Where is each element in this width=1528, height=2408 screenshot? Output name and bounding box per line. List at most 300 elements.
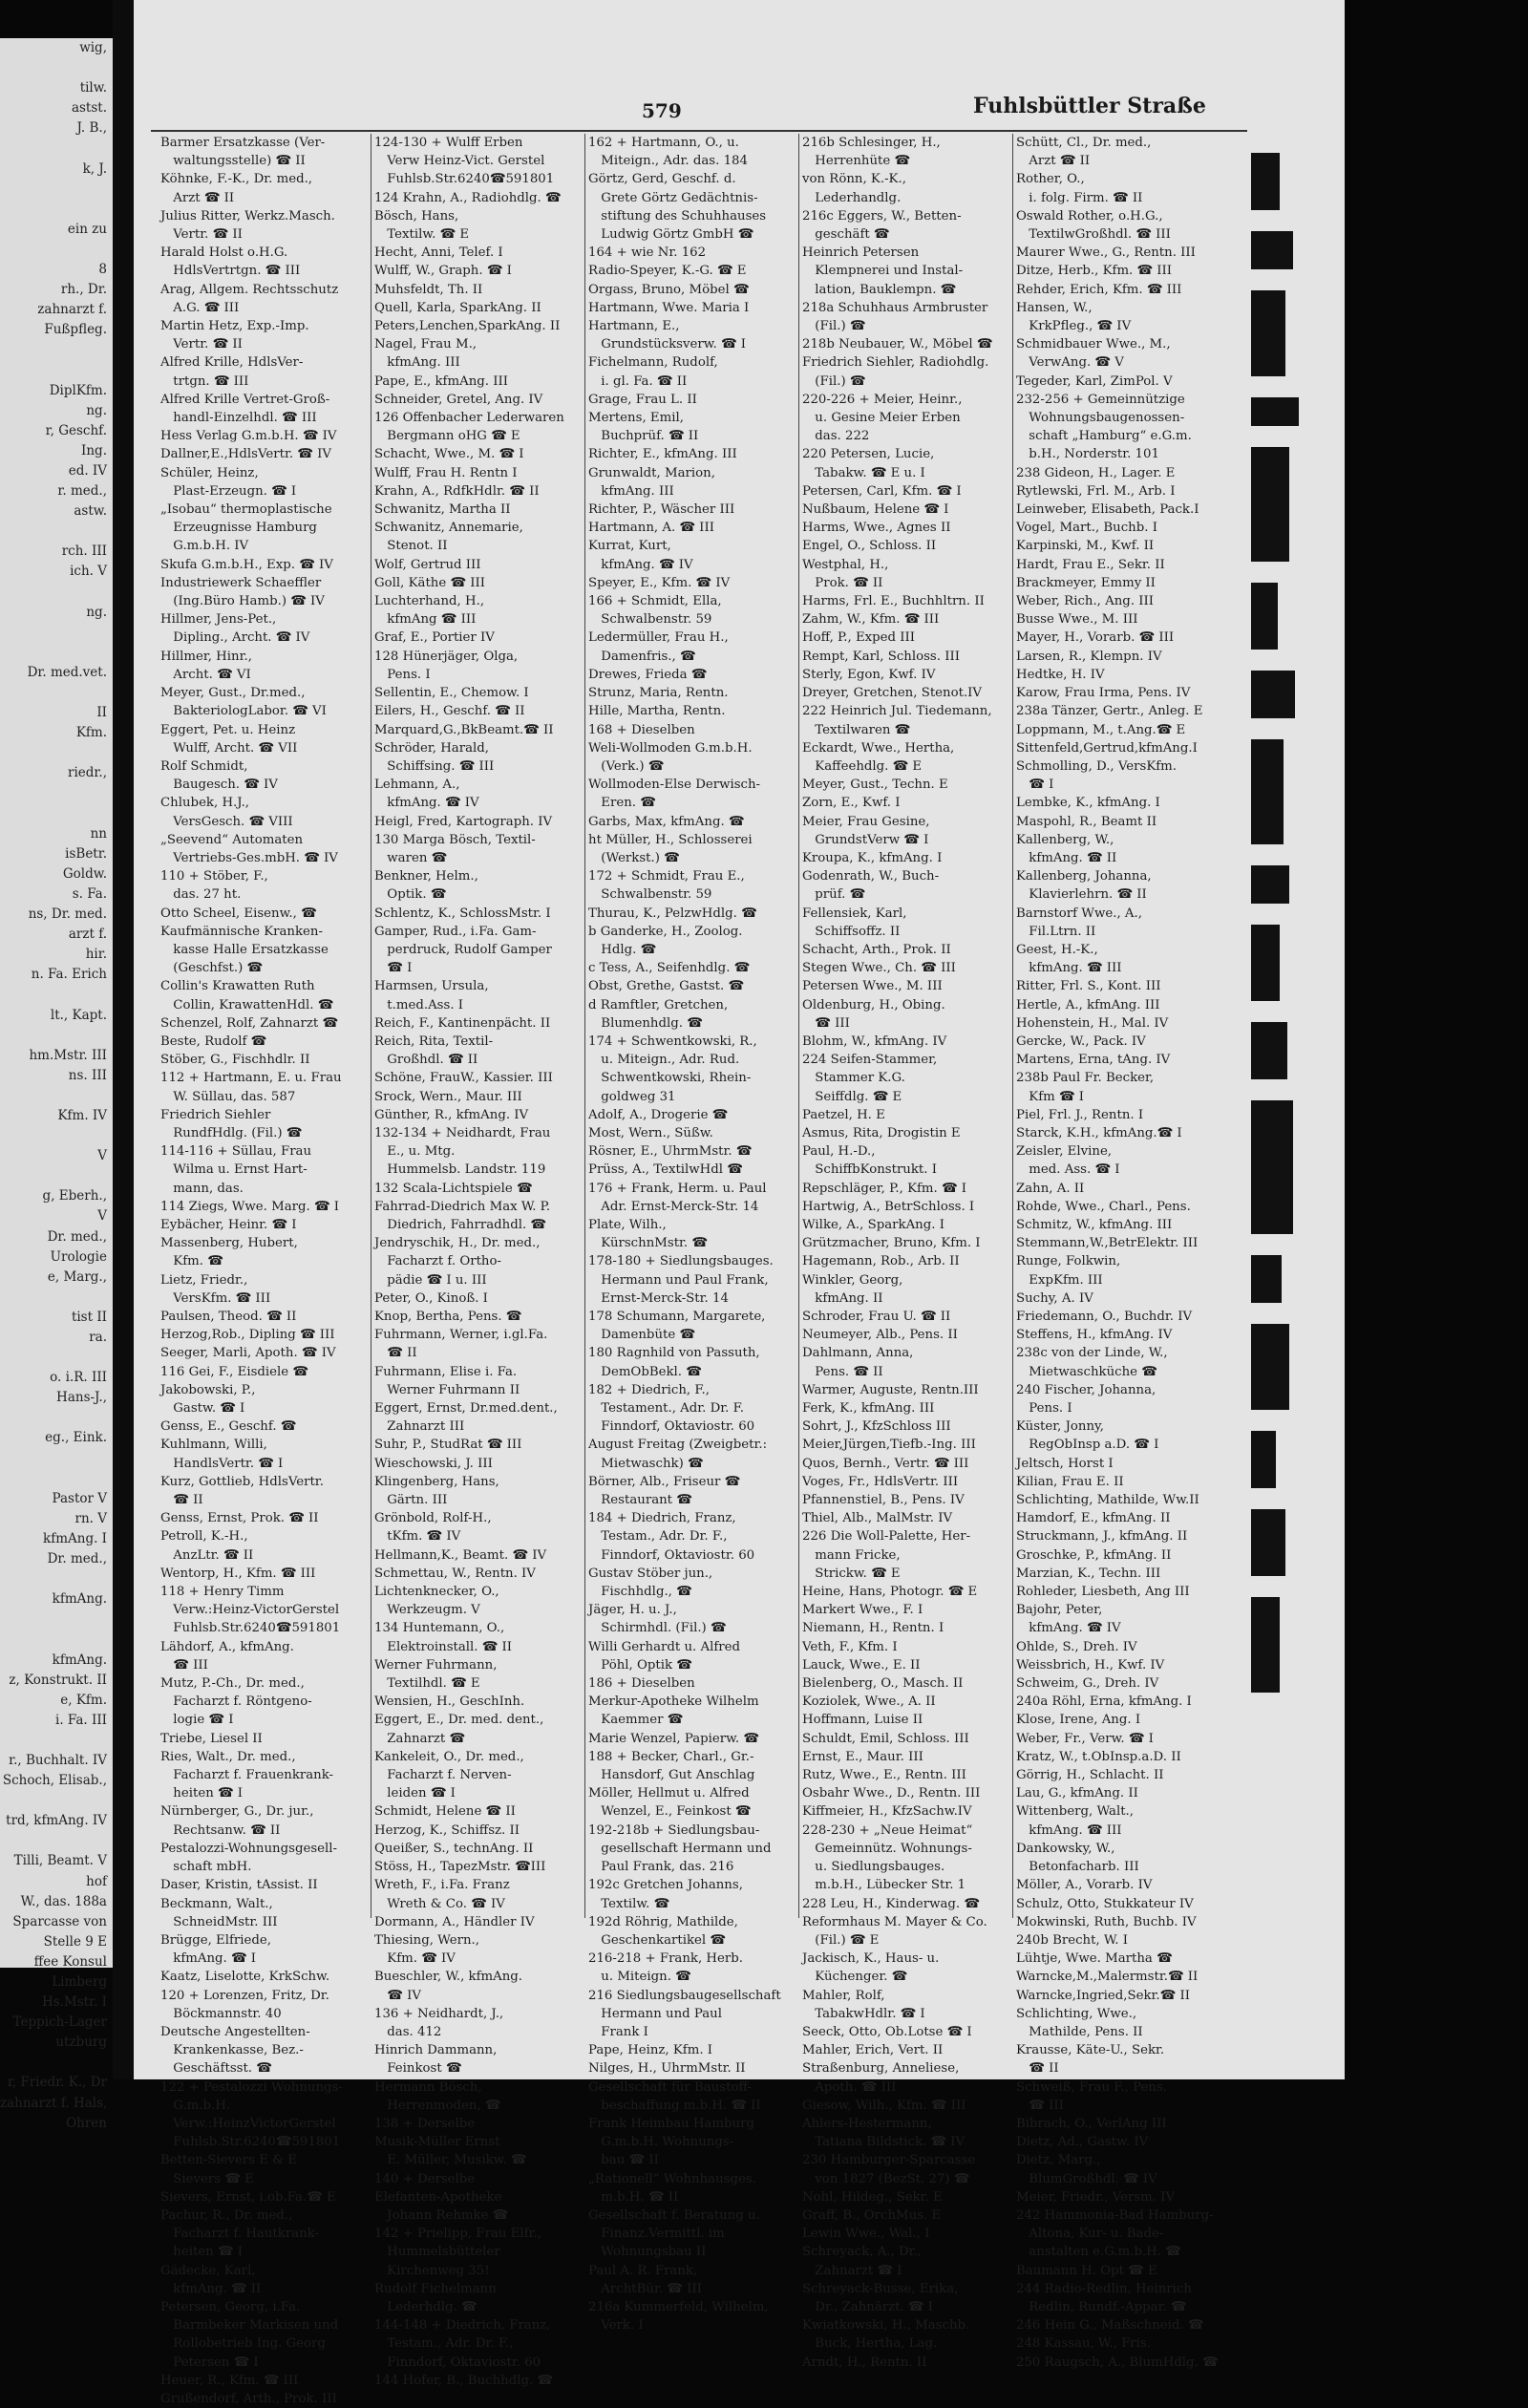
directory-entry-line: lation, Bauklempn. ☎ [802,282,957,297]
directory-entry-line: Geschäftsst. ☎ [160,2061,272,2077]
facing-page-text: J. B., [76,120,107,137]
directory-entry-line: Mathilde, Pens. II [1016,2024,1143,2039]
directory-entry-line: Kaffeehdlg. ☎ E [802,758,923,774]
directory-entry-line: gesellschaft Hermann und [588,1841,772,1856]
directory-entry-line: Rohde, Wwe., Charl., Pens. [1016,1199,1191,1214]
directory-entry-line: Industriewerk Schaeffler [160,575,322,590]
directory-entry-line: Mutz, P.-Ch., Dr. med., [160,1676,305,1692]
directory-entry-line: Zeisler, Elvine, [1016,1144,1113,1160]
facing-page-text: utzburg [55,2035,107,2051]
directory-entry-line: ☎ I [374,961,413,976]
directory-entry-line: 240a Röhl, Erna, kfmAng. I [1016,1694,1192,1710]
facing-page-text: hir. [85,947,107,963]
directory-entry-line: Meier, Friedr., Versm. IV [1016,2189,1176,2205]
directory-entry-line: 176 + Frank, Herm. u. Paul [588,1181,767,1196]
directory-entry-line: Wilma u. Ernst Hart- [160,1162,308,1178]
directory-entry-line: Dahlmann, Anna, [802,1346,914,1361]
directory-entry-line: Möller, Hellmut u. Alfred [588,1786,750,1801]
directory-entry-line: Gustav Stöber jun., [588,1566,713,1581]
facing-page-text: hof [86,1873,107,1889]
directory-entry-line: Vertr. ☎ II [160,337,243,352]
directory-entry-line: ht Müller, H., Schlosserei [588,832,753,847]
directory-entry-line: Damenfris., ☎ [588,649,696,664]
directory-entry-line: Schreyack-Busse, Erika, [802,2281,959,2296]
directory-entry-line: Weber, Rich., Ang. III [1016,594,1155,609]
directory-entry-line: Wreth & Co. ☎ IV [374,1896,505,1911]
facing-page-text: n. Fa. Erich [31,967,107,983]
directory-entry-line: Wentorp, H., Kfm. ☎ III [160,1566,316,1581]
directory-entry-line: HandlsVertr. ☎ I [160,1456,284,1471]
facing-page-text: o. i.R. III [50,1370,107,1386]
directory-entry-line: Giesow, Wilh., Kfm. ☎ III [802,2098,966,2113]
directory-entry-line: Tegeder, Karl, ZimPol. V [1016,373,1173,389]
directory-entry-line: Seeger, Marli, Apoth. ☎ IV [160,1346,336,1361]
directory-entry-line: Pfannenstiel, B., Pens. IV [802,1493,965,1508]
column-5 [1016,134,1236,2370]
directory-entry-line: Görtz, Gerd, Geschf. d. [588,172,736,187]
facing-page-text: Schoch, Elisab., [2,1773,107,1789]
directory-entry-line: Schulz, Otto, Stukkateur IV [1016,1896,1194,1911]
directory-entry-line: 136 + Neidhardt, J., [374,2006,504,2021]
facing-page-text: V [97,1208,107,1225]
directory-entry-line: schaft mbH. [160,1860,252,1875]
directory-entry-line: Grönbold, Rolf-H., [374,1511,492,1526]
directory-entry-line: Heuer, R., Kfm. ☎ III [160,2373,299,2388]
facing-page-text: r, Geschf. [45,422,107,438]
directory-entry-line: Lau, G., kfmAng. II [1016,1786,1138,1801]
directory-entry-line: Winkler, Georg, [802,1272,903,1288]
directory-entry-line: Schiffsoffz. II [802,924,901,939]
directory-entry-line: ArchtBür. ☎ III [588,2281,702,2296]
directory-entry-line: Erzeugnisse Hamburg [160,521,317,536]
facing-page-text [0,1288,113,1308]
directory-entry-line: 186 + Dieselben [588,1676,695,1692]
directory-entry-line: 192-218b + Siedlungsbau- [588,1822,760,1838]
directory-entry-line: Daser, Kristin, tAssist. II [160,1878,318,1893]
directory-entry-line: kfmAng. ☎ II [1016,850,1117,865]
directory-entry-line: Restaurant ☎ [588,1493,692,1508]
directory-entry-line: Schwalbenstr. 59 [588,887,712,903]
directory-entry-line: Thurau, K., PelzwHdlg. ☎ [588,906,757,921]
directory-entry-line: Tatiana Bildstick. ☎ IV [802,2135,966,2150]
directory-entry-line: Dreyer, Gretchen, Stenot.IV [802,686,983,701]
directory-entry-line: Skufa G.m.b.H., Exp. ☎ IV [160,557,333,572]
directory-entry-line: Schmidbauer Wwe., M., [1016,337,1171,352]
facing-page-text [0,58,113,78]
directory-entry-line: Strickw. ☎ E [802,1566,901,1581]
directory-entry-line: (Fil.) ☎ [802,319,866,334]
directory-entry-line: Eggert, Pet. u. Heinz [160,722,296,737]
facing-page-text: Teppich-Lager [12,2014,107,2031]
directory-entry-line: 114 Ziegs, Wwe. Marg. ☎ I [160,1199,340,1214]
directory-entry-line: Blumenhdlg. ☎ [588,1015,703,1031]
facing-page-text: rn. V [74,1510,107,1526]
directory-entry-line: 124-130 + Wulff Erben [374,136,523,150]
directory-entry-line: Herzog,Rob., Dipling ☎ III [160,1328,335,1343]
directory-entry-line: ☎ IV [374,1988,421,2003]
facing-page-text: Fußpfleg. [44,322,107,338]
facing-page-text [0,1086,113,1106]
facing-page-text [0,1348,113,1368]
directory-entry-line: Mietwaschküche ☎ [1016,1364,1157,1379]
directory-entry-line: Schirmhdl. (Fil.) ☎ [588,1621,727,1636]
directory-entry-line: Reich, F., Kantinenpächt. II [374,1015,551,1031]
directory-entry-line: Godenrath, W., Buch- [802,869,940,884]
directory-entry-line: Herrenmoden, ☎ [374,2098,501,2113]
directory-entry-line: Jendryschik, H., Dr. med., [374,1236,541,1251]
directory-entry-line: Marquard,G.,BkBeamt.☎ II [374,722,554,737]
directory-entry-line: Oldenburg, H., Obing. [802,997,945,1012]
directory-entry-line: Zahm, W., Kfm. ☎ III [802,612,940,628]
directory-entry-line: Graff, B., OrchMus. E [802,2207,942,2223]
facing-page-text: ra. [89,1330,107,1345]
directory-entry-line: Plate, Wilh., [588,1217,667,1232]
directory-entry-line: u. Gesine Meier Erben [802,411,961,426]
directory-entry-line: Kankeleit, O., Dr. med., [374,1749,524,1764]
directory-entry-line: Leinweber, Elisabeth, Pack.I [1016,502,1199,518]
directory-entry-line: Stemmann,W.,BetrElektr. III [1016,1236,1199,1251]
column-3 [588,134,795,2333]
directory-entry-line: Neumeyer, Alb., Pens. II [802,1328,958,1343]
facing-page-text: r. med., [57,483,107,500]
directory-entry-line: Testam., Adr. Dr. F., [374,2336,514,2352]
directory-entry-line: kfmAng. II [802,1290,883,1306]
directory-entry-line: Paul A. R. Frank, [588,2263,698,2278]
directory-entry-line: Finanz.Vermittl. im [588,2227,725,2242]
directory-entry-line: Most, Wern., Süßw. [588,1125,713,1140]
directory-entry-line: Hamdorf, E., kfmAng. II [1016,1511,1171,1526]
directory-entry-line: Pachur, R., Dr. med., [160,2207,293,2223]
directory-entry-line: Paul, H.-D., [802,1144,876,1160]
directory-entry-line: 134 Huntemann, O., [374,1621,505,1636]
directory-entry-line: Kaatz, Liselotte, KrkSchw. [160,1970,330,1985]
directory-entry-line: 184 + Diedrich, Franz, [588,1511,736,1526]
directory-entry-line: Johann Rehmke ☎ [374,2207,509,2223]
directory-entry-line: Frank Heimbau Hamburg [588,2116,754,2131]
directory-entry-line: Busse Wwe., M. III [1016,612,1138,628]
directory-entry-line: Prüss, A., TextilwHdl ☎ [588,1162,743,1178]
facing-page-text: riedr., [68,765,107,781]
facing-page-text: g, Eberh., [42,1188,107,1204]
directory-entry-line: Vertr. ☎ II [160,227,243,243]
directory-entry-line: perdruck, Rudolf Gamper [374,942,552,957]
facing-page-text [0,1408,113,1428]
directory-entry-line: 238b Paul Fr. Becker, [1016,1071,1155,1086]
facing-page-text: e, Marg., [47,1268,107,1285]
directory-entry-line: Wenzel, E., Feinkost ☎ [588,1804,752,1820]
directory-entry-line: „Seevend“ Automaten [160,832,304,847]
directory-entry-line: Kallenberg, W., [1016,832,1114,847]
directory-entry-line: Grage, Frau L. II [588,392,697,407]
directory-entry-line: Eilers, H., Geschf. ☎ II [374,704,525,719]
directory-entry-line: kfmAng. ☎ IV [374,796,479,811]
directory-entry-line: Rehder, Erich, Kfm. ☎ III [1016,282,1182,297]
directory-entry-line: 232-256 + Gemeinnützige [1016,392,1185,407]
directory-entry-line: Gärtn. III [374,1493,448,1508]
directory-entry-line: Heigl, Fred, Kartograph. IV [374,814,553,829]
directory-entry-line: Nohl, Hildeg., Sekr. E [802,2189,943,2205]
directory-entry-line: ☎ II [374,1346,417,1361]
directory-entry-line: Straßenburg, Anneliese, [802,2061,960,2077]
directory-entry-line: Eren. ☎ [588,796,656,811]
directory-entry-line: Hartwig, A., BetrSchloss. I [802,1199,975,1214]
directory-entry-line: Hoffmann, Luise II [802,1713,923,1728]
directory-entry-line: GrundstVerw ☎ I [802,832,929,847]
directory-entry-line: Lembke, K., kfmAng. I [1016,796,1160,811]
directory-entry-line: Rother, O., [1016,172,1085,187]
directory-entry-line: Hartmann, Wwe. Maria I [588,300,750,315]
directory-entry-line: Verw.:Heinz-VictorGerstel [160,1603,340,1618]
directory-entry-line: Lichtenknecker, O., [374,1585,499,1600]
directory-entry-line: 250 Raugsch, A., BlumHdlg. ☎ [1016,2355,1219,2370]
directory-entry-line: Betonfacharb. III [1016,1860,1139,1875]
facing-page-text: Ing. [81,442,107,458]
directory-entry-line: 242 Hammonia-Bad Hamburg- [1016,2207,1214,2223]
directory-entry-line: Feinkost ☎ [374,2061,462,2077]
directory-entry-line: Warmer, Auguste, Rentn.III [802,1382,979,1397]
directory-entry-line: Karpinski, M., Kwf. II [1016,539,1155,554]
directory-entry-line: Pens. ☎ II [802,1364,883,1379]
directory-entry-line: Frank I [588,2024,648,2039]
facing-page-text [0,180,113,200]
directory-entry-line: 192c Gretchen Johanns, [588,1878,743,1893]
directory-entry-line: Börner, Alb., Friseur ☎ [588,1474,741,1489]
directory-entry-line: Herrenhüte ☎ [802,154,911,169]
directory-entry-line: Prok. ☎ II [802,575,883,590]
directory-entry-line: 216a Kummerfeld, Wilhelm, [588,2299,769,2314]
directory-entry-line: Rechtsanw. ☎ II [160,1822,281,1838]
directory-entry-line: Brügge, Elfriede, [160,1932,272,1948]
facing-page-text [0,623,113,643]
directory-entry-line: Heinrich Petersen [802,245,920,261]
directory-entry-line: Paulsen, Theod. ☎ II [160,1310,297,1324]
facing-page-text: Tilli, Beamt. V [13,1853,107,1869]
directory-entry-line: Warncke,M.,Malermstr.☎ II [1016,1970,1199,1985]
directory-entry-line: Lühtje, Wwe. Martha ☎ [1016,1951,1173,1967]
directory-entry-line: m.b.H. ☎ II [588,2189,679,2205]
directory-entry-line: Schwanitz, Annemarie, [374,521,523,536]
directory-entry-line: Schiffsing. ☎ III [374,758,495,774]
directory-entry-line: Richter, E., kfmAng. III [588,447,737,462]
directory-entry-line: Petersen, Carl, Kfm. ☎ I [802,483,962,499]
directory-entry-line: Hartmann, A. ☎ III [588,521,714,536]
directory-entry-line: Hille, Martha, Rentn. [588,704,726,719]
directory-entry-line: Sittenfeld,Gertrud,kfmAng.I [1016,740,1198,756]
directory-entry-line: kfmAng. ☎ IV [1016,1621,1121,1636]
facing-page-text [0,1831,113,1851]
directory-entry-line: Jackisch, K., Haus- u. [802,1951,940,1967]
directory-entry-line: 120 + Lorenzen, Fritz, Dr. [160,1988,329,2003]
directory-entry-line: Jäger, H. u. J., [588,1603,677,1618]
directory-entry-line: leiden ☎ I [374,1786,456,1801]
directory-entry-line: Rempt, Karl, Schloss. III [802,649,960,664]
directory-entry-line: 222 Heinrich Jul. Tiedemann, [802,704,992,719]
directory-entry-line: Schacht, Wwe., M. ☎ I [374,447,524,462]
facing-page-text: zahnarzt f. Hals, [0,2095,108,2111]
directory-entry-line: Blohm, W., kfmAng. IV [802,1034,947,1049]
directory-entry-line: von 1827 (BezSt. 27) ☎ [802,2171,970,2186]
page-number: 579 [642,99,682,122]
directory-entry-line: 180 Ragnhild von Passuth, [588,1346,760,1361]
facing-page-text: ng. [86,402,107,418]
directory-entry-line: kfmAng. ☎ III [1016,961,1122,976]
facing-page-text [0,240,113,260]
directory-entry-line: Stegen Wwe., Ch. ☎ III [802,961,956,976]
directory-entry-line: 188 + Becker, Charl., Gr.- [588,1749,754,1764]
directory-entry-line: Kirchenweg 35! [374,2263,490,2278]
directory-entry-line: med. Ass. ☎ I [1016,1162,1120,1178]
directory-entry-line: Gastw. ☎ I [160,1401,245,1417]
directory-entry-line: Geest, H.-K., [1016,942,1098,957]
directory-entry-line: Lauck, Wwe., E. II [802,1657,921,1673]
directory-entry-line: u. Siedlungsbauges. [802,1860,945,1875]
directory-entry-line: 130 Marga Bösch, Textil- [374,832,536,847]
directory-entry-line: Paul Frank, das. 216 [588,1860,734,1875]
directory-entry-line: Textilhdl. ☎ E [374,1676,480,1692]
facing-page-text [0,361,113,381]
facing-page-text: isBetr. [65,845,107,862]
directory-entry-line: Kurz, Gottlieb, HdlsVertr. [160,1474,324,1489]
directory-entry-line: Sievers ☎ E [160,2171,254,2186]
facing-page-text: Dr. med., [47,1228,107,1245]
directory-entry-line: Kurrat, Kurt, [588,539,671,554]
facing-page-text: kfmAng. [52,1591,107,1608]
directory-entry-line: Krahn, A., RdfkHdlr. ☎ II [374,483,540,499]
directory-entry-line: Schlichting, Mathilde, Ww.II [1016,1493,1199,1508]
directory-entry-line: Gesellschaft für Baustoff- [588,2079,752,2095]
directory-entry-line: 122 + Pestalozzi Wohnungs- [160,2079,343,2095]
directory-entry-line: Rösner, E., UhrmMstr. ☎ [588,1144,753,1160]
facing-page-text: r, Friedr. K., Dr [7,2075,107,2091]
directory-entry-line: 182 + Diedrich, F., [588,1382,710,1397]
directory-entry-line: Martens, Erna, tAng. IV [1016,1053,1171,1068]
directory-entry-line: 230 Hamburger-Sparcasse [802,2153,976,2168]
directory-entry-line: Apoth. ☎ III [802,2079,897,2095]
directory-entry-line: kfmAng. III [588,483,674,499]
directory-entry-line: Schlentz, K., SchlossMstr. I [374,906,551,921]
directory-entry-line: Hedtke, H. IV [1016,667,1105,682]
directory-entry-line: Schöne, FrauW., Kassier. III [374,1071,553,1086]
directory-entry-line: Arzt ☎ II [1016,154,1091,169]
facing-page-text: Ohren [66,2115,107,2131]
column-divider [1012,134,1013,1918]
directory-entry-line: Stenot. II [374,539,448,554]
directory-entry-line: Ritter, Frl. S., Kont. III [1016,979,1161,994]
facing-page-text: r., Buchhalt. IV [9,1752,107,1768]
directory-entry-line: ☎ II [160,1493,203,1508]
facing-page-text: kfmAng. [52,1652,107,1668]
directory-entry-line: AnzLtr. ☎ II [160,1547,254,1563]
directory-entry-line: Adolf, A., Drogerie ☎ [588,1107,729,1122]
directory-entry-line: 246 Hein G., Maßschneid. ☎ [1016,2318,1204,2333]
directory-entry-line: Mokwinski, Ruth, Buchb. IV [1016,1914,1197,1929]
directory-entry-line: Wulff, W., Graph. ☎ I [374,264,512,279]
directory-entry-line: ☎ III [160,1657,208,1673]
directory-entry-line: Pape, Heinz, Kfm. I [588,2043,713,2058]
directory-entry-line: Schlichting, Wwe., [1016,2006,1137,2021]
directory-entry-line: VersKfm. ☎ III [160,1290,271,1306]
facing-page-text: V [97,1148,107,1164]
directory-entry-line: Lähdorf, A., kfmAng. [160,1639,294,1654]
directory-entry-line: Grußendorf, Arth., Prok. III [160,2391,337,2406]
directory-entry-line: Ferk, K., kfmAng. III [802,1401,935,1417]
directory-entry-line: Orgass, Bruno, Möbel ☎ [588,282,750,297]
directory-entry-line: Zorn, E., Kwf. I [802,796,901,811]
directory-entry-line: Grunwaldt, Marion, [588,465,715,480]
directory-entry-line: Drewes, Frieda ☎ [588,667,708,682]
directory-entry-line: Dallner,E.,HdlsVertr. ☎ IV [160,447,331,462]
directory-entry-line: Hdlg. ☎ [588,942,657,957]
directory-entry-line: Collin's Krawatten Ruth [160,979,315,994]
facing-page-text [0,783,113,803]
directory-entry-line: Küchenger. ☎ [802,1970,908,1985]
directory-entry-line: Rolf Schmidt, [160,758,248,774]
directory-entry-line: heiten ☎ I [160,1786,244,1801]
directory-entry-line: Srock, Wern., Maur. III [374,1089,522,1104]
directory-entry-line: 144 Hofer, B., Buchhdlg. ☎ [374,2373,554,2388]
directory-entry-line: Suchy, A. IV [1016,1290,1093,1306]
facing-page-text [0,985,113,1005]
directory-entry-line: Fischhdlg., ☎ [588,1585,692,1600]
facing-page-text: s. Fa. [72,885,107,902]
directory-entry-line: Strunz, Maria, Rentn. [588,686,729,701]
directory-entry-line: Bueschler, W., kfmAng. [374,1970,523,1985]
book-gutter [113,0,134,2079]
directory-entry-line: Speyer, E., Kfm. ☎ IV [588,575,731,590]
directory-entry-line: Hagemann, Rob., Arb. II [802,1254,960,1269]
directory-entry-line: Lehmann, A., [374,778,460,793]
directory-entry-line: beschaffung m.b.H. ☎ II [588,2098,761,2113]
binding-edge [1251,153,1305,1777]
directory-entry-line: Hinrich Dammann, [374,2043,498,2058]
directory-entry-line: Mietwaschk) ☎ [588,1456,704,1471]
directory-entry-line: t.med.Ass. I [374,997,464,1012]
directory-entry-line: Baumann H. Opt ☎ E [1016,2263,1157,2278]
directory-entry-line: Kfm. ☎ [160,1254,223,1269]
directory-entry-line: Tabakw. ☎ E u. I [802,465,925,480]
facing-page-text: zahnarzt f. [37,302,107,318]
directory-entry-line: pädie ☎ I u. III [374,1272,487,1288]
directory-entry-line: Weissbrich, H., Kwf. IV [1016,1657,1165,1673]
directory-entry-line: Ludwig Görtz GmbH ☎ [588,227,754,243]
directory-entry-line: Finndorf, Oktaviostr. 60 [588,1547,755,1563]
directory-entry-line: Archt. ☎ VI [160,667,251,682]
facing-page-text: trd, kfmAng. IV [6,1813,107,1829]
directory-entry-line: G.m.b.H. Wohnungs- [588,2135,734,2150]
directory-entry-line: 112 + Hartmann, E. u. Frau [160,1071,342,1086]
directory-entry-line: 138 + Derselbe [374,2116,476,2131]
directory-entry-line: Obst, Grethe, Gastst. ☎ [588,979,745,994]
directory-entry-line: Fellensiek, Karl, [802,906,907,921]
directory-entry-line: Piel, Frl. J., Rentn. I [1016,1107,1144,1122]
directory-entry-line: 228-230 + „Neue Heimat“ [802,1822,973,1838]
facing-page-fragment [0,38,113,2131]
directory-entry-line: 238 Gideon, H., Lager. E [1016,465,1176,480]
directory-entry-line: Buck, Hertha, Lag. [802,2336,938,2352]
directory-entry-line: Mahler, Erich, Vert. II [802,2043,944,2058]
directory-entry-line: Optik. ☎ [374,887,447,903]
directory-entry-line: Klempnerei und Instal- [802,264,964,279]
directory-entry-line: Kfm. ☎ IV [374,1951,456,1967]
facing-page-text: rch. III [61,543,107,560]
directory-entry-line: Dietz, Ad., Gastw. IV [1016,2135,1149,2150]
directory-entry-line: Merkur-Apotheke Wilhelm [588,1694,759,1710]
directory-entry-line: Schuldt, Emil, Schloss. III [802,1731,969,1746]
directory-entry-line: c Tess, A., Seifenhdlg. ☎ [588,961,751,976]
facing-page-text [0,683,113,703]
facing-page-text [0,1469,113,1489]
directory-entry-line: heiten ☎ I [160,2245,244,2260]
